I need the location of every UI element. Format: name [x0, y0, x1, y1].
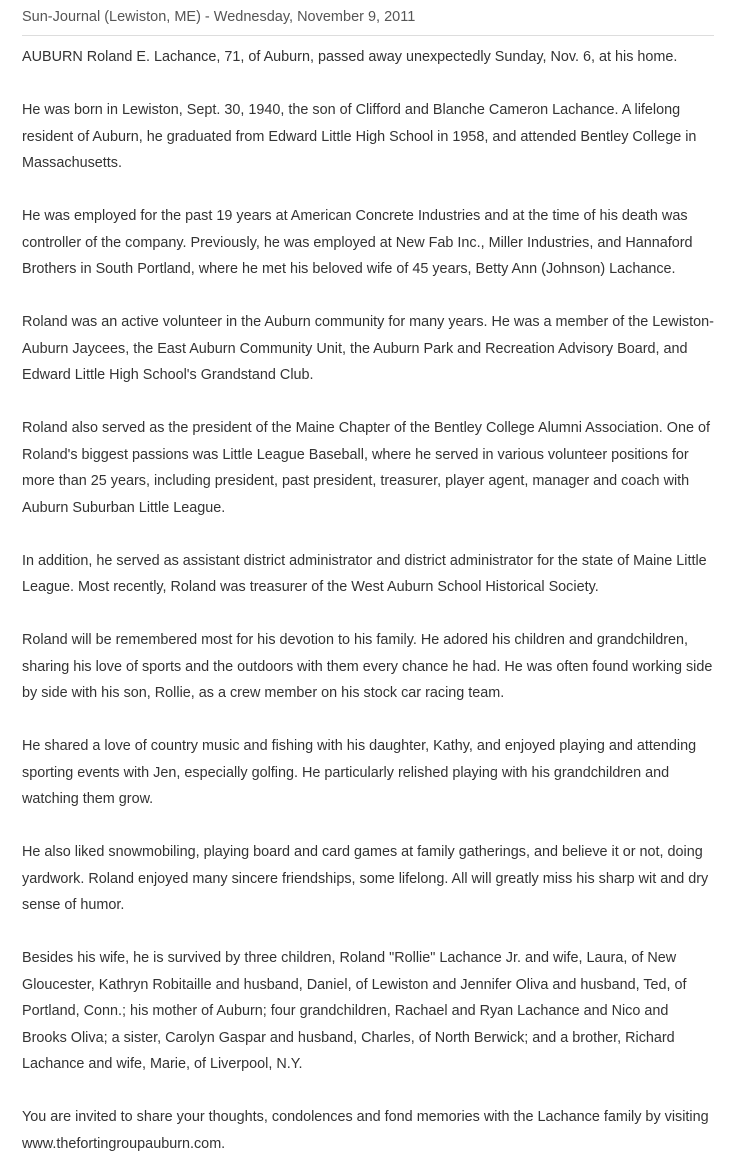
obituary-paragraph: In addition, he served as assistant district administrator and district administrator for the state of Maine Little League. Most recently, Roland was treasurer of the West Auburn School Historical Society. — [22, 552, 707, 595]
obituary-paragraph: Besides his wife, he is survived by three children, Roland "Rollie" Lachance Jr. and wife, Laura, of New Gloucester, Kathryn Robitaille and husband, Daniel, of Lewiston and Jennifer Oliva and husband, Ted, of Portland, Conn.; his mother of Auburn; four grandchildren, Rachael and Ryan Lachance and Nico and Brooks Oliva; a sister, Carolyn Gaspar and husband, Charles, of North Berwick; and a brother, Richard Lachance and wife, Marie, of Liverpool, N.Y. — [22, 950, 687, 1072]
obituary-paragraph: AUBURN Roland E. Lachance, 71, of Auburn, passed away unexpectedly Sunday, Nov. 6, at his home. — [22, 49, 678, 65]
obituary-paragraph: He was born in Lewiston, Sept. 30, 1940, the son of Clifford and Blanche Cameron Lachance. A lifelong resident of Auburn, he graduated from Edward Little High School in 1958, and attended Bentley College in Massachusetts. — [22, 102, 697, 171]
obituary-paragraph: He shared a love of country music and fishing with his daughter, Kathy, and enjoyed playing and attending sporting events with Jen, especially golfing. He particularly relished playing with his grandchildren and watching them grow. — [22, 738, 697, 807]
obituary-body — [22, 44, 714, 1157]
publication-source-line: Sun-Journal (Lewiston, ME) - Wednesday, November 9, 2011 — [22, 0, 714, 36]
obituary-paragraph: He was employed for the past 19 years at American Concrete Industries and at the time of his death was controller of the company. Previously, he was employed at New Fab Inc., Miller Industries, and Hannaford Brothers in South Portland, where he met his beloved wife of 45 years, Betty Ann (Johnson) Lachance. — [22, 208, 693, 277]
obituary-paragraph: Roland also served as the president of the Maine Chapter of the Bentley College Alumni Association. One of Roland's biggest passions was Little League Baseball, where he served in various volunteer positions for more than 25 years, including president, past president, treasurer, player agent, manager and coach with Auburn Suburban Little League. — [22, 420, 710, 516]
obituary-paragraph: He also liked snowmobiling, playing board and card games at family gatherings, and believe it or not, doing yardwork. Roland enjoyed many sincere friendships, some lifelong. All will greatly miss his sharp wit and dry sense of humor. — [22, 844, 709, 913]
obituary-paragraph: Roland was an active volunteer in the Auburn community for many years. He was a member of the Lewiston-Auburn Jaycees, the East Auburn Community Unit, the Auburn Park and Recreation Advisory Board, and Edward Little High School's Grandstand Club. — [22, 314, 714, 383]
obituary-paragraph: Roland will be remembered most for his devotion to his family. He adored his children and grandchildren, sharing his love of sports and the outdoors with them every chance he had. He was often found working side by side with his son, Rollie, as a crew member on his stock car racing team. — [22, 632, 713, 701]
obituary-paragraph: You are invited to share your thoughts, condolences and fond memories with the Lachance family by visiting www.thefortingroupauburn.com. — [22, 1109, 709, 1152]
